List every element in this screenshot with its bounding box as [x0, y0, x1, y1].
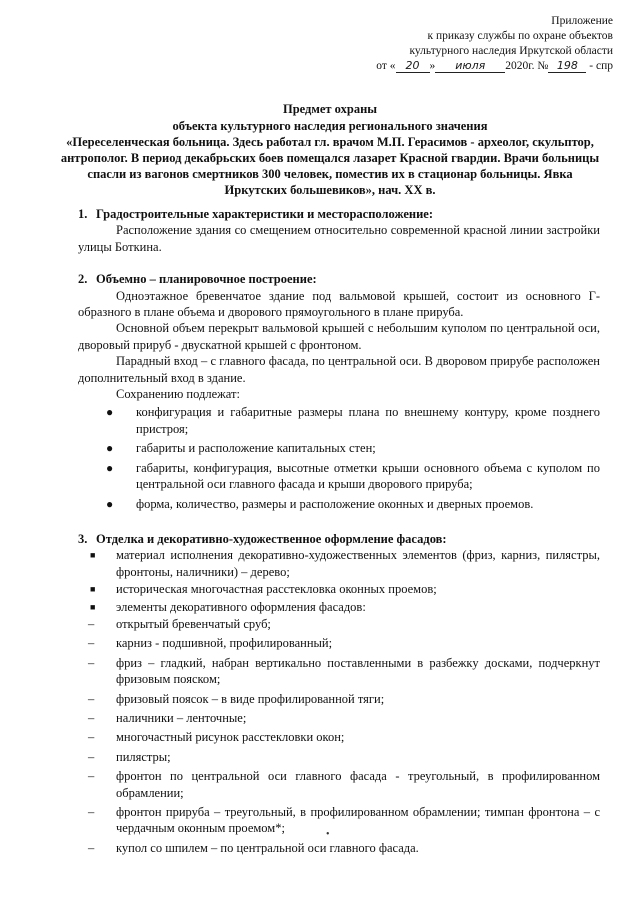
title-line-1: Предмет охраны	[282, 102, 378, 116]
header-line-1: Приложение	[551, 15, 613, 27]
section-2-heading	[78, 271, 600, 287]
list-item	[78, 729, 600, 745]
list-item-text: купол со шпилем – по центральной оси главного фасада.	[116, 840, 419, 855]
list-item-text: фризовый поясок – в виде профилированной тяги;	[116, 691, 385, 706]
list-item-text: конфигурация и габаритные размеры плана по внешнему контуру, кроме позднего пристроя;	[136, 405, 600, 436]
date-month-handwritten: июля	[435, 60, 505, 73]
section-2-paragraph-4: Сохранению подлежат:	[116, 387, 240, 402]
list-item-text: карниз - подшивной, профилированный;	[116, 636, 333, 651]
section-1-number: 1.	[78, 207, 88, 221]
section-3-dash-list	[78, 616, 600, 856]
list-item	[78, 496, 600, 512]
list-item	[78, 804, 600, 837]
list-item-text: форма, количество, размеры и расположение оконных и дверных проемов.	[136, 496, 534, 511]
dash-bullet-icon: –	[88, 805, 95, 819]
list-item	[78, 749, 600, 765]
list-item	[78, 616, 600, 632]
dash-bullet-icon: –	[88, 749, 95, 764]
list-item-text: историческая многочастная расстекловка оконных проемов;	[116, 582, 437, 597]
section-3-number: 3.	[78, 531, 88, 546]
list-item-text: элементы декоративного оформления фасадов:	[116, 599, 366, 614]
list-item-text: открытый бревенчатый сруб;	[116, 616, 271, 631]
square-bullet-icon: ■	[90, 550, 96, 561]
dash-bullet-icon: –	[88, 691, 95, 706]
order-number-handwritten: 198	[548, 60, 586, 73]
section-3-square-list	[78, 547, 600, 615]
section-3-title: Отделка и декоративно-художественное оформление фасадов:	[96, 531, 447, 546]
square-bullet-icon: ■	[90, 601, 96, 612]
list-item	[78, 599, 600, 615]
dash-bullet-icon: –	[88, 616, 95, 631]
document-title	[60, 101, 600, 198]
title-object-name: «Переселенческая больница. Здесь работал гл. врачом М.П. Герасимов - археолог, скульптор, антрополог. В период декабрьских боев помещался лазарет Красной гвардии. Врачи больницы спасли из вагонов смертников 300 человек, поместив их в стационар больницы. Явка Иркутских большевиков», нач. XX в.	[60, 135, 600, 197]
list-item	[78, 581, 600, 597]
section-1-heading	[78, 206, 600, 222]
section-2-paragraph-1: Одноэтажное бревенчатое здание под вальмовой крышей, состоит из основного Г-образного в плане объема и дворового прямоугольного в плане прируба.	[78, 288, 600, 320]
section-2-title: Объемно – планировочное построение:	[96, 272, 317, 287]
list-item	[78, 404, 600, 437]
header-date-line	[283, 59, 613, 74]
appendix-header	[283, 14, 613, 74]
header-line-3: культурного наследия Иркутской области	[409, 45, 613, 57]
dash-bullet-icon: –	[88, 636, 95, 651]
title-line-2: объекта культурного наследия регионального значения	[172, 119, 488, 133]
list-item-text: многочастный рисунок расстекловки окон;	[116, 730, 345, 745]
section-2-number: 2.	[78, 272, 88, 287]
list-item	[78, 655, 600, 688]
list-item-text: фронтон прируба – треугольный, в профилированном обрамлении; тимпан фронтона – с чердачным оконным проемом*;	[116, 805, 600, 836]
bullet-icon: ●	[106, 405, 114, 420]
list-item-text: пилястры;	[116, 749, 171, 764]
list-item-text: фронтон по центральной оси главного фасада - треугольный, в профилированном обрамлении;	[116, 769, 600, 800]
date-suffix: - спр	[589, 60, 613, 72]
list-item	[78, 710, 600, 726]
square-bullet-icon: ■	[90, 584, 96, 595]
page-mark: •	[326, 829, 330, 840]
list-item-text: наличники – ленточные;	[116, 710, 247, 725]
bullet-icon: ●	[106, 460, 114, 475]
document-body	[78, 206, 600, 859]
dash-bullet-icon: –	[88, 710, 95, 725]
dash-bullet-icon: –	[88, 730, 95, 745]
list-item	[78, 635, 600, 651]
section-2-paragraph-2: Основной объем перекрыт вальмовой крышей с небольшим куполом по центральной оси, дворовый прируб - двускатной крышей с фронтоном.	[78, 321, 600, 352]
section-1-text: Расположение здания со смещением относительно современной красной линии застройки улицы Боткина.	[78, 223, 600, 254]
list-item-text: габариты и расположение капитальных стен;	[136, 441, 376, 456]
list-item-text: фриз – гладкий, набран вертикально поставленными в разбежку досками, подчеркнут фризовым пояском;	[116, 655, 600, 687]
date-year: 2020г. №	[505, 60, 549, 72]
list-item	[78, 547, 600, 580]
section-3-heading	[78, 531, 600, 547]
list-item	[78, 768, 600, 801]
list-item	[78, 840, 600, 856]
section-2-bullet-list	[78, 404, 600, 511]
list-item	[78, 691, 600, 707]
list-item	[78, 460, 600, 493]
date-mid: »	[429, 60, 436, 72]
date-day-handwritten: 20	[396, 60, 430, 73]
header-line-2: к приказу службы по охране объектов	[427, 30, 613, 42]
bullet-icon: ●	[106, 441, 114, 456]
dash-bullet-icon: –	[88, 655, 95, 670]
list-item	[78, 440, 600, 456]
date-prefix: от «	[376, 60, 396, 72]
section-2-paragraph-3: Парадный вход – с главного фасада, по центральной оси. В дворовом прирубе расположен дополнительный вход в здание.	[78, 354, 600, 385]
list-item-text: материал исполнения декоративно-художественных элементов (фриз, карниз, пилястры, фронтоны, наличники) – дерево;	[116, 548, 600, 579]
dash-bullet-icon: –	[88, 769, 95, 784]
list-item-text: габариты, конфигурация, высотные отметки крыши основного объема с куполом по центральной оси главного фасада и крыши дворового прируба;	[136, 460, 600, 492]
section-1-title: Градостроительные характеристики и месторасположение:	[96, 207, 433, 221]
dash-bullet-icon: –	[88, 840, 95, 855]
bullet-icon: ●	[106, 496, 114, 511]
